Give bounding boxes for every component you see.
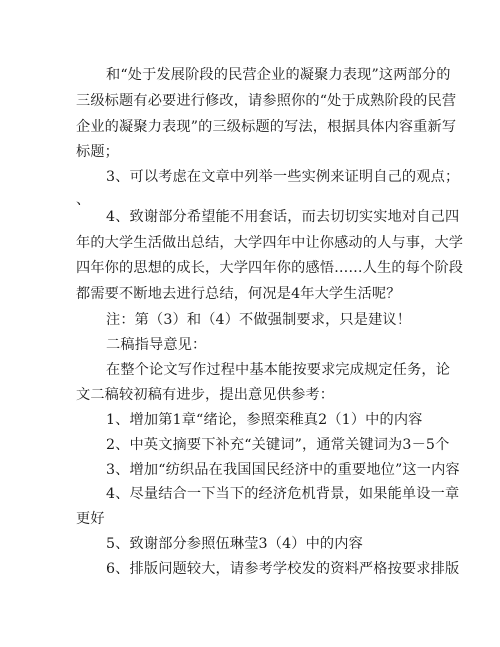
paragraph-1-line-3: 企业的凝聚力表现”的三级标题的写法，根据具体内容重新写 <box>76 119 457 135</box>
section-heading: 二稿指导意见： <box>106 337 207 353</box>
intro-line-2: 文二稿较初稿有进步，提出意见供参考： <box>76 387 335 403</box>
list-item-5: 5、致谢部分参照伍琳莹3（4）中的内容 <box>106 536 363 552</box>
paragraph-1-line-1: 和“处于发展阶段的民营企业的凝聚力表现”这两部分的 <box>106 67 451 83</box>
paragraph-2-line-2: 、 <box>76 192 91 208</box>
note-line: 注：第（3）和（4）不做强制要求，只是建议！ <box>106 312 412 328</box>
paragraph-3-line-4: 都需要不断地去进行总结，何况是4年大学生活呢？ <box>76 286 401 302</box>
paragraph-3-line-2: 年的大学生活做出总结，大学四年中让你感动的人与事，大学 <box>76 235 464 251</box>
list-item-4-line-2: 更好 <box>76 511 105 527</box>
paragraph-1-line-2: 三级标题有必要进行修改，请参照你的“处于成熟阶段的民营 <box>76 93 457 109</box>
list-item-3: 3、增加“纺织品在我国国民经济中的重要地位”这一内容 <box>106 462 460 478</box>
list-item-6: 6、排版问题较大，请参考学校发的资料严格按要求排版 <box>106 561 460 577</box>
paragraph-3-line-3: 四年你的思想的成长，大学四年你的感悟……人生的每个阶段 <box>76 260 464 276</box>
paragraph-2-line-1: 3、可以考虑在文章中列举一些实例来证明自己的观点； <box>106 169 460 185</box>
paragraph-1-line-4: 标题； <box>76 144 120 160</box>
list-item-4-line-1: 4、尽量结合一下当下的经济危机背景，如果能单设一章 <box>106 486 460 502</box>
intro-line-1: 在整个论文写作过程中基本能按要求完成规定任务，论 <box>106 362 451 378</box>
paragraph-3-line-1: 4、致谢部分希望能不用套话，而去切切实实地对自己四 <box>106 209 460 225</box>
list-item-2: 2、中英文摘要下补充“关键词”，通常关键词为3－5个 <box>106 437 450 453</box>
list-item-1: 1、增加第1章“绪论，参照栾稚真2（1）中的内容 <box>106 412 423 428</box>
